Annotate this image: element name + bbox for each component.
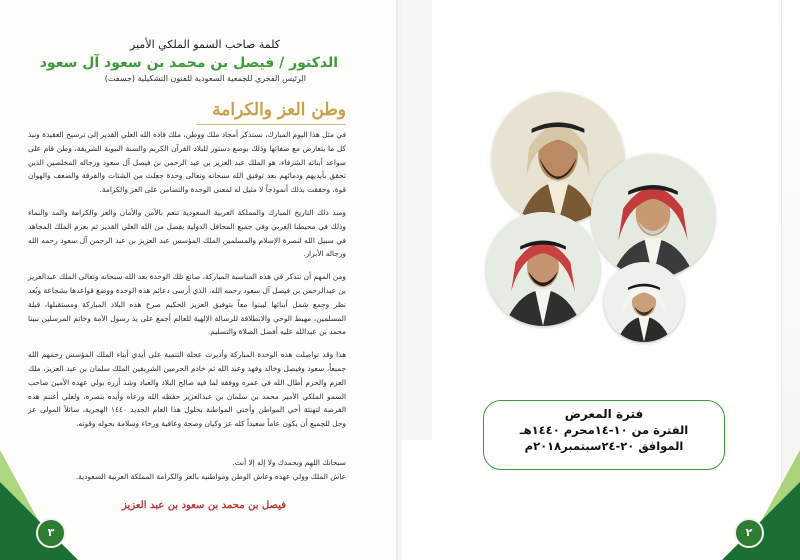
portrait-crown-prince xyxy=(486,212,600,326)
exhibition-period-title: فترة المعرض xyxy=(564,407,644,421)
portrait-king-salman xyxy=(591,154,715,278)
paragraph: هذا وقد تواصلت هذه الوحدة المباركة وأديرت عجلة التنمية على أيدي أبناء الملك المؤسس رحمهم الله جميعاً، سعود وفيصل وخالد وفهد وعبد الله ثم خادم الحرمين الشريفين الملك سلمان بن عبد العزيز، ملك العزم والحزم أطال الله في عمره ووفقه لما فيه صالح البلاد والعباد وشد أزره بولي عهده الأمين صاحب السمو الملكي الأمير محمد بن سلمان بن عبدالعزيز حفظه الله ورعاه وأيده بنصره، ولعلي أغتنم هذه الفرصة لتهنئة أخي المواطن وأختي المواطنة بحلول هذا العام الجديد ١٤٤٠ الهجرية، سائلاً المولى عز وجل للجميع أن يكون عاماً سعيداً كله عز وكيان وصحة وعافية ورخاء وسلامة بحوله وقوته. xyxy=(28,350,346,429)
speech-heading: كلمة صاحب السمو الملكي الأمير xyxy=(130,38,280,51)
speech-body xyxy=(28,128,346,440)
paragraph: في مثل هذا اليوم المبارك، نستذكر أمجاد ملك ووطن، ملك قاده الله العلي القدير إلى ترسيخ العقيدة ونبذ كل ما يتعارض مع صفائها وذلك بوضع دستور للبلاد القرآن الكريم والسنة النبوية الشريفة، وطن قام على سواعد أبنائه الشرفاء، هو الملك عبد العزيز بن عبد الرحمن بن فيصل آل سعود ورجاله المخلصين الذين تحقق بأيديهم ودمائهم بعد توفيق الله سبحانه وتعالى وحدة جعلت من الشتات والفرقة والضعف والهوان قوة، وحققت بذلك أنموذجاً لا مثيل له لمعنى الوحدة والتضامن على العز والكرامة. xyxy=(28,130,346,195)
page-number: ٢ xyxy=(734,518,764,548)
corner-decoration xyxy=(0,482,78,560)
speaker-name: الدكتور / فيصل بن محمد بن سعود آل سعود xyxy=(39,55,338,71)
exhibition-gregorian-dates: الموافق ٢٠-٢٤سبتمبر٢٠١٨م xyxy=(524,439,684,453)
exhibition-hijri-dates: الفترة من ١٠-١٤محرم ١٤٤٠هـ xyxy=(519,423,689,437)
exhibition-period-box xyxy=(483,400,725,470)
right-page xyxy=(402,0,800,560)
page-shade xyxy=(402,0,432,440)
left-page xyxy=(0,0,398,560)
section-title: وطن العز والكرامة xyxy=(212,100,346,120)
signature: فيصل بن محمد بن سعود بن عبد العزيز xyxy=(122,500,286,511)
page-number: ٣ xyxy=(36,518,66,548)
closing-line: سبحانك اللهم وبحمدك ولا إله إلا أنت. xyxy=(232,458,346,467)
speech-header xyxy=(8,38,338,83)
corner-decoration xyxy=(722,482,800,560)
portrait-prince-faisal xyxy=(604,262,684,342)
closing-line: عاش الملك وولي عهده وعاش الوطن ومواطنيه بالعز والكرامة المملكة العربية السعودية. xyxy=(75,471,346,481)
speaker-role: الرئيس الفخري للجمعية السعودية للفنون التشكيلية (جسفت) xyxy=(104,74,306,83)
closing-lines xyxy=(28,456,346,484)
paragraph: ومنذ ذلك التاريخ المبارك والمملكة العربية السعودية تنعم بالأمن والأمان والعز والكرامة والمد والنماء وذلك في محيطنا العربي وفي جميع المحافل الدولية بفضل من الله العلي القدير ثم بعزم الملك المجاهد في سبيل الله لنصرة الإسلام والمسلمين الملك المؤسس عبد العزيز بن عبد الرحمن آل سعود رحمه الله ورجاله الأبرار. xyxy=(28,207,346,259)
paragraph: ومن المهم أن نتذكر في هذه المناسبة المباركة، صانع تلك الوحدة بعد الله سبحانه وتعالى الملك عبدالعزيز بن عبدالرحمن بن فيصل آل سعود رحمه الله، الذي أرسى دعائم هذه الوحدة ووضع قواعدها بشجاعة وبُعد نظر وجمع شمل أبنائها ليبنوا معاً بتوفيق العزيز الحكيم صرح هذه البلاد المباركة ومستقبلها، قبلة المسلمين، مهبط الوحي والانطلاقة للرسالة الإلهية للعالم أجمع على يد رسول الأمة وخاتم المرسلين نبينا محمد بن عبدالله عليه أفضل الصلاة والتسليم. xyxy=(28,272,346,337)
section-divider xyxy=(196,124,346,125)
